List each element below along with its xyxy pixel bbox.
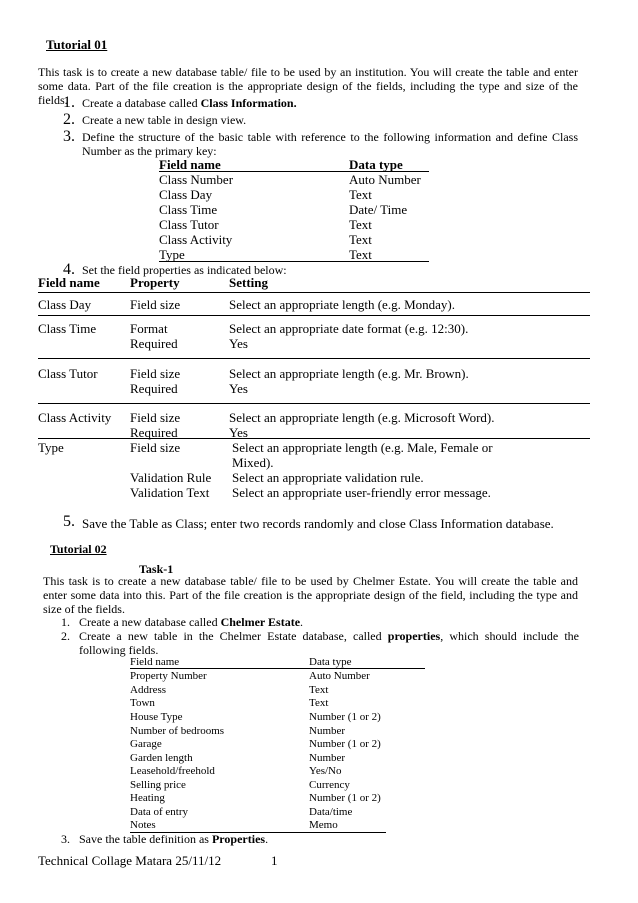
table-cell: Number	[309, 725, 346, 737]
step-5: Save the Table as Class; enter two records randomly and close Class Information database.	[82, 516, 554, 531]
table-cell: Class Time	[159, 202, 218, 217]
table-cell: Auto Number	[349, 172, 421, 187]
table-cell: Text	[309, 684, 329, 696]
properties-header-field: Field name	[38, 275, 100, 290]
table-cell: Selling price	[130, 779, 186, 791]
table-cell: Text	[349, 187, 372, 202]
table-cell: Required	[130, 381, 178, 396]
table-cell: Heating	[130, 792, 165, 804]
structure-header-field: Field name	[159, 157, 221, 172]
table-cell: Type	[38, 440, 64, 455]
divider	[38, 292, 590, 293]
table-cell: Select an appropriate length (e.g. Male, Female or	[232, 440, 493, 455]
step-number: 3.	[61, 832, 70, 846]
table-cell: Select an appropriate validation rule.	[232, 470, 424, 485]
table-cell: Notes	[130, 819, 156, 831]
table-cell: Address	[130, 684, 167, 696]
table-cell: Data of entry	[130, 806, 189, 818]
table-cell: Select an appropriate length (e.g. Mr. Brown).	[229, 366, 469, 381]
table-cell: Field size	[130, 410, 181, 425]
table-cell: Validation Rule	[130, 470, 212, 485]
divider	[38, 315, 590, 316]
step-number: 2.	[63, 111, 75, 128]
table-cell: Required	[130, 336, 178, 351]
table-cell: Number (1 or 2)	[309, 711, 381, 723]
table-cell: Number	[309, 752, 346, 764]
table-cell: Garden length	[130, 752, 193, 764]
step-number: 5.	[63, 513, 75, 530]
table-cell: Class Number	[159, 172, 234, 187]
table-cell: Yes	[229, 336, 248, 351]
t2-step-2: Create a new table in the Chelmer Estate database, called properties, which should include the following fields.	[79, 629, 580, 657]
table-cell: Text	[349, 247, 372, 262]
step-4: Set the field properties as indicated below:	[82, 263, 287, 277]
tutorial-1-heading: Tutorial 01	[46, 37, 108, 52]
table-cell: Field size	[130, 297, 181, 312]
properties-header-setting: Setting	[229, 275, 268, 290]
table-cell: Town	[130, 697, 155, 709]
step-number: 3.	[63, 128, 75, 145]
table-cell: Yes	[229, 381, 248, 396]
t2-step-1: Create a new database called Chelmer Estate.	[79, 615, 304, 629]
task-1-heading: Task-1	[139, 562, 174, 576]
table-cell: Select an appropriate date format (e.g. 12:30).	[229, 321, 469, 336]
table-cell: Text	[309, 697, 329, 709]
fields-header-type: Data type	[309, 656, 352, 668]
table-cell: Data/time	[309, 806, 353, 818]
table-cell: Validation Text	[130, 485, 210, 500]
divider	[38, 403, 590, 404]
step-number: 2.	[61, 629, 70, 643]
step-2: Create a new table in design view.	[82, 113, 247, 127]
table-cell: Text	[349, 217, 372, 232]
step-number: 1.	[63, 94, 75, 111]
table-cell: Select an appropriate length (e.g. Microsoft Word).	[229, 410, 495, 425]
tutorial-2-heading: Tutorial 02	[50, 542, 107, 556]
step-3: Define the structure of the basic table with reference to the following information and define Class Number as the primary key:	[82, 130, 578, 158]
table-cell: Date/ Time	[349, 202, 408, 217]
table-cell: Class Time	[38, 321, 97, 336]
table-cell: Garage	[130, 738, 162, 750]
table-cell: Class Activity	[159, 232, 233, 247]
t2-step-3: Save the table definition as Properties.	[79, 832, 269, 846]
table-cell: Field size	[130, 440, 181, 455]
table-cell: Field size	[130, 366, 181, 381]
divider	[38, 438, 590, 439]
table-cell: Yes/No	[309, 765, 342, 777]
table-cell: Class Tutor	[159, 217, 219, 232]
table-cell: Memo	[309, 819, 338, 831]
fields-header-rule	[130, 668, 425, 669]
page-number: 1	[271, 853, 278, 868]
table-cell: Class Tutor	[38, 366, 98, 381]
step-number: 4.	[63, 261, 75, 278]
structure-bottom-rule	[159, 261, 429, 262]
table-cell: Number of bedrooms	[130, 725, 225, 737]
fields-header-field: Field name	[130, 656, 180, 668]
footer-text: Technical Collage Matara 25/11/12	[38, 853, 222, 868]
table-cell: Number (1 or 2)	[309, 738, 381, 750]
step-number: 1.	[61, 615, 70, 629]
table-cell: Class Activity	[38, 410, 112, 425]
table-cell: Class Day	[159, 187, 213, 202]
table-cell: Currency	[309, 779, 350, 791]
divider	[38, 358, 590, 359]
step-1: Create a database called Class Information.	[82, 96, 297, 110]
properties-header-property: Property	[130, 275, 180, 290]
table-cell: Type	[159, 247, 185, 262]
table-cell: Property Number	[130, 670, 207, 682]
tutorial-1-intro: This task is to create a new database table/ file to be used by an institution. You will create the table and enter some data. Part of the file creation is the appropriate design of the fields, including the type and size of the fields.	[38, 65, 578, 107]
table-cell: Yes	[229, 425, 248, 440]
table-cell: Mixed).	[232, 455, 274, 470]
table-cell: Number (1 or 2)	[309, 792, 381, 804]
table-cell: Text	[349, 232, 372, 247]
table-cell: Required	[130, 425, 178, 440]
structure-header-type: Data type	[349, 157, 403, 172]
table-cell: Class Day	[38, 297, 92, 312]
tutorial-2-intro: This task is to create a new database table/ file to be used by Chelmer Estate. You will create the table and enter some data into this. Part of the file creation is the appropriate design of the field, including the type and size of the fields.	[43, 574, 578, 616]
table-cell: Leasehold/freehold	[130, 765, 215, 777]
table-cell: Format	[130, 321, 168, 336]
table-cell: House Type	[130, 711, 183, 723]
table-cell: Select an appropriate user-friendly error message.	[232, 485, 491, 500]
table-cell: Auto Number	[309, 670, 370, 682]
table-cell: Select an appropriate length (e.g. Monday).	[229, 297, 455, 312]
